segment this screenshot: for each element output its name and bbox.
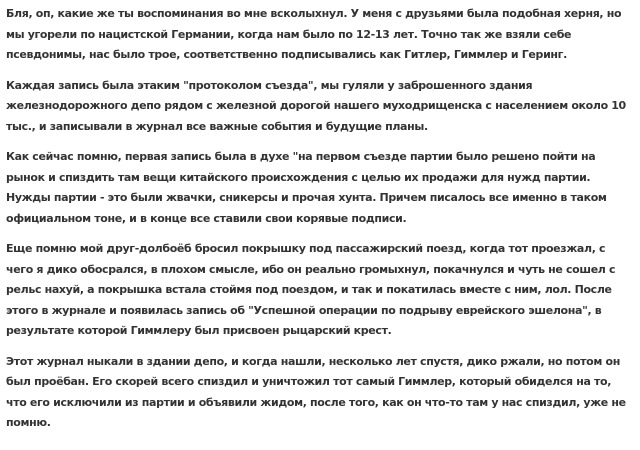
paragraph-2: Каждая запись была этаким "протоколом съезда", мы гуляли у заброшенного здания железнодорожного депо рядом с железной дорогой нашего муходрищенска с населением около 10 тыс., и записывали в журнал все важные события и будущие планы.: [6, 78, 626, 133]
paragraph-1: Бля, оп, какие же ты воспоминания во мне всколыхнул. У меня с друзьями была подобная херня, но мы угорели по нацистской Германии, когда нам было по 12-13 лет. Точно так же взяли себе псевдонимы, нас было трое, соответственно подписывались как Гитлер, Гиммлер и Геринг.: [6, 7, 622, 61]
paragraph-4: Еще помню мой друг-долбоёб бросил покрышку под пассажирский поезд, когда тот проезжал, с чего я дико обосрался, в плохом смысле, ибо он реально громыхнул, покачнулся и чуть не сошел с рельс нахуй, а покрышка встала стоймя под поездом, и так и покатилась вместе с ним, лол. После этого в журнале и появилась запись об "Успешной операции по подрыву еврейского эшелона", в результате которой Гиммлеру был присвоен рыцарский крест.: [6, 242, 616, 337]
paragraph-3: Как сейчас помню, первая запись была в духе "на первом съезде партии было решено пойти на рынок и спиздить там вещи китайского происхождения с целью их продажи для нужд партии. Нужды партии - это были жвачки, сникерсы и прочая хунта. Причем писалось все именно в таком официальном тоне, и в конце все ставили свои корявые подписи.: [6, 150, 607, 225]
paragraph-5: Этот журнал ныкали в здании депо, и когда нашли, несколько лет спустя, дико ржали, но потом он был проёбан. Его скорей всего спиздил и уничтожил тот самый Гиммлер, который обиделся на то, что его исключили из партии и объявили жидом, после того, как он что-то там у нас спиздил, уже не помню.: [6, 354, 626, 429]
